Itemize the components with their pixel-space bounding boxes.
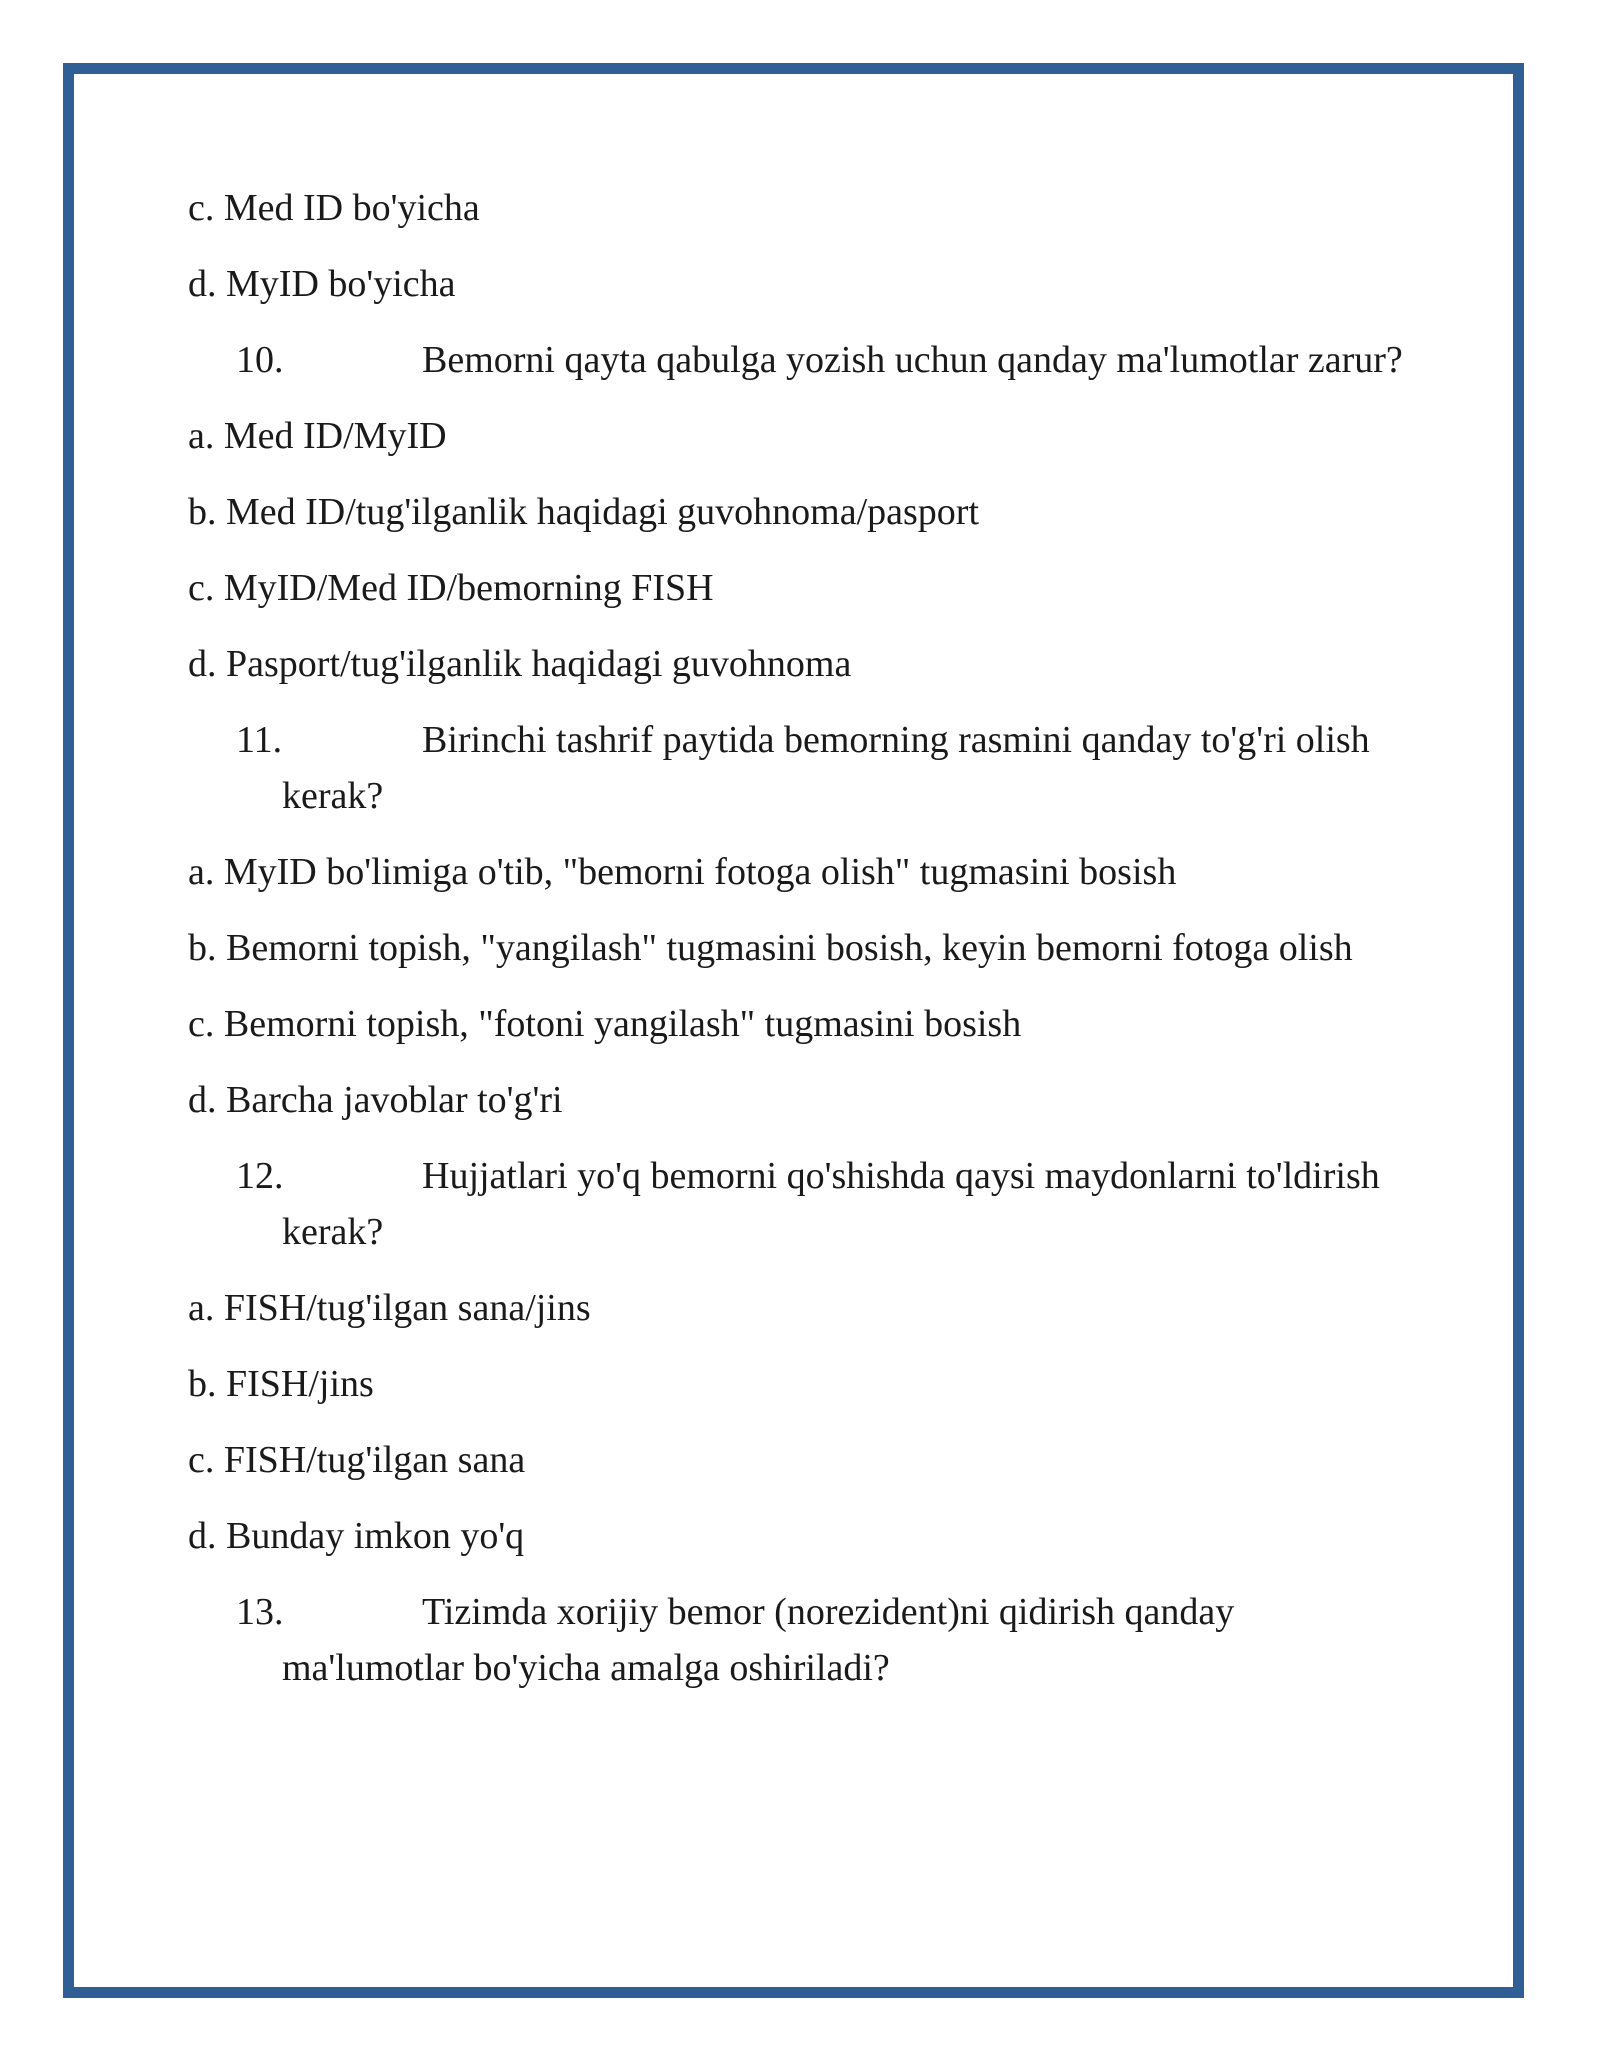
question-text: Birinchi tashrif paytida bemorning rasmini qanday to'g'ri olish kerak? [282, 719, 1370, 817]
question-number: 11. [236, 719, 283, 761]
document-content [188, 180, 1408, 1716]
question-item [188, 332, 1408, 388]
question-item [188, 1584, 1408, 1696]
question-text: Hujjatlari yo'q bemorni qo'shishda qaysi maydonlarni to'ldirish kerak? [282, 1155, 1380, 1253]
answer-option: a. MyID bo'limiga o'tib, "bemorni fotoga olish" tugmasini bosish [188, 851, 1177, 893]
answer-option: b. Med ID/tug'ilganlik haqidagi guvohnoma/pasport [188, 491, 980, 533]
answer-option: a. FISH/tug'ilgan sana/jins [188, 1287, 591, 1329]
question-item [188, 712, 1408, 824]
question-number: 12. [236, 1155, 284, 1197]
answer-option: b. FISH/jins [188, 1363, 374, 1405]
question-text: Bemorni qayta qabulga yozish uchun qanday ma'lumotlar zarur? [422, 339, 1403, 381]
question-number: 13. [236, 1591, 284, 1633]
answer-option: d. MyID bo'yicha [188, 263, 456, 305]
answer-option: d. Bunday imkon yo'q [188, 1515, 525, 1557]
question-text: Tizimda xorijiy bemor (norezident)ni qidirish qanday ma'lumotlar bo'yicha amalga oshiriladi? [282, 1591, 1235, 1689]
question-item [188, 1148, 1408, 1260]
answer-option: c. FISH/tug'ilgan sana [188, 1439, 526, 1481]
answer-option: c. Bemorni topish, "fotoni yangilash" tugmasini bosish [188, 1003, 1022, 1045]
answer-option: b. Bemorni topish, "yangilash" tugmasini bosish, keyin bemorni fotoga olish [188, 927, 1353, 969]
answer-option: c. MyID/Med ID/bemorning FISH [188, 567, 714, 609]
answer-option: d. Pasport/tug'ilganlik haqidagi guvohnoma [188, 643, 852, 685]
question-number: 10. [236, 339, 284, 381]
answer-option: d. Barcha javoblar to'g'ri [188, 1079, 563, 1121]
answer-option: a. Med ID/MyID [188, 415, 447, 457]
answer-option: c. Med ID bo'yicha [188, 187, 480, 229]
